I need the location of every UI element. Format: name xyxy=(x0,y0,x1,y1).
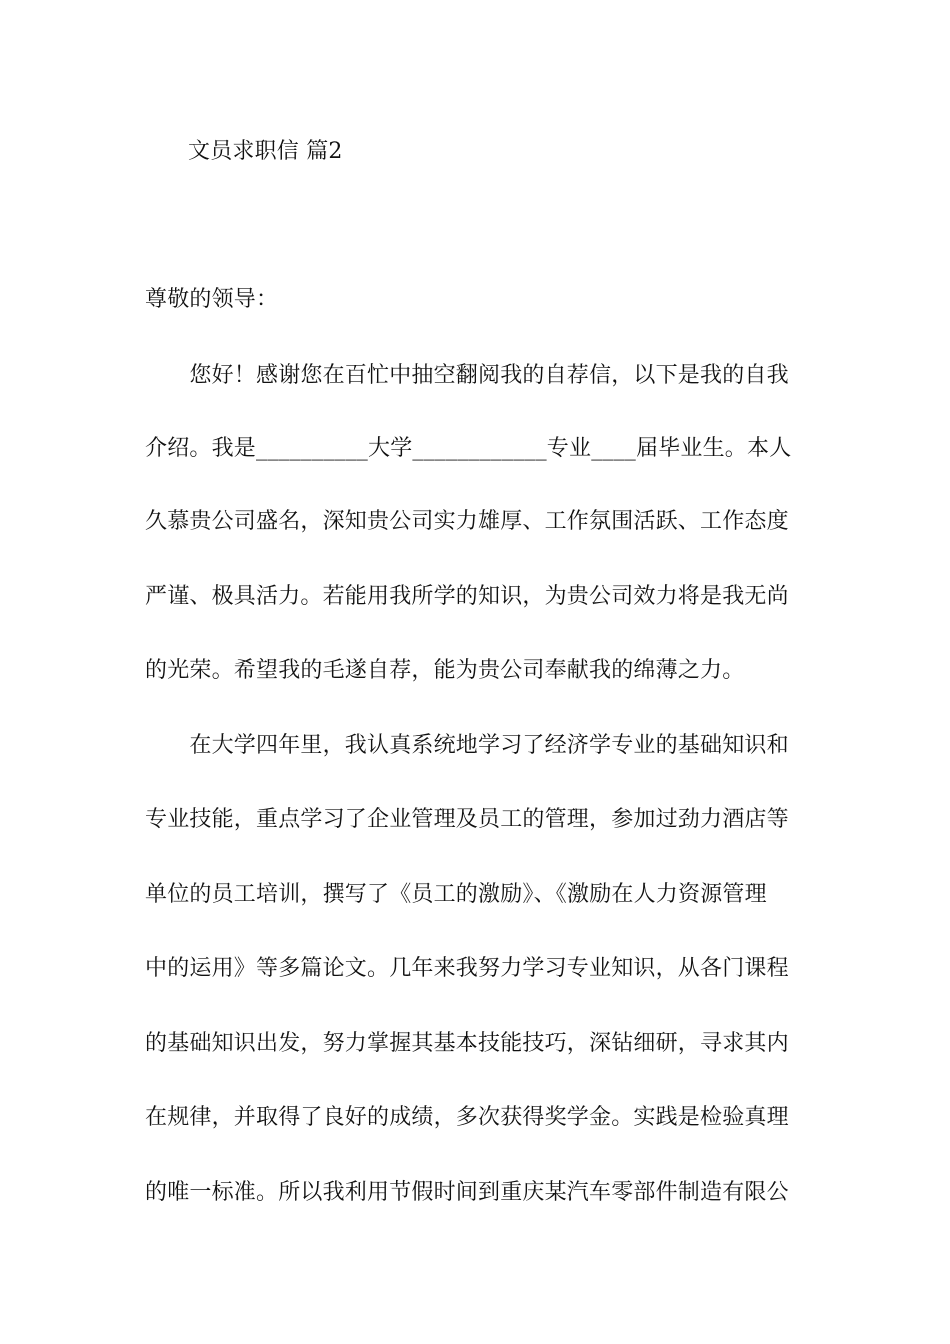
paragraph-line: 中的运用》等多篇论文。几年来我努力学习专业知识，从各门课程 xyxy=(145,956,789,981)
paragraph-line: 严谨、极具活力。若能用我所学的知识，为贵公司效力将是我无尚 xyxy=(145,584,789,609)
paragraph-line: 在规律，并取得了良好的成绩，多次获得奖学金。实践是检验真理 xyxy=(145,1105,789,1130)
salutation: 尊敬的领导： xyxy=(145,287,279,312)
paragraph-line: 的基础知识出发，努力掌握其基本技能技巧，深钻细研，寻求其内 xyxy=(145,1031,789,1056)
paragraph-line: 久慕贵公司盛名，深知贵公司实力雄厚、工作氛围活跃、工作态度 xyxy=(145,509,789,534)
paragraph-line: 的唯一标准。所以我利用节假时间到重庆某汽车零部件制造有限公 xyxy=(145,1180,789,1205)
paragraph-line: 的光荣。希望我的毛遂自荐，能为贵公司奉献我的绵薄之力。 xyxy=(145,658,745,683)
paragraph-line: 您好！感谢您在百忙中抽空翻阅我的自荐信，以下是我的自我 xyxy=(145,363,789,388)
paragraph-line: 在大学四年里，我认真系统地学习了经济学专业的基础知识和 xyxy=(145,733,789,758)
paragraph-line: 介绍。我是__________大学____________专业____届毕业生。本人 xyxy=(145,436,792,461)
document-title: 文员求职信 篇2 xyxy=(188,139,343,164)
paragraph-line: 专业技能，重点学习了企业管理及员工的管理，参加过劲力酒店等 xyxy=(145,807,789,832)
paragraph-line: 单位的员工培训，撰写了《员工的激励》、《激励在人力资源管理 xyxy=(145,882,767,907)
